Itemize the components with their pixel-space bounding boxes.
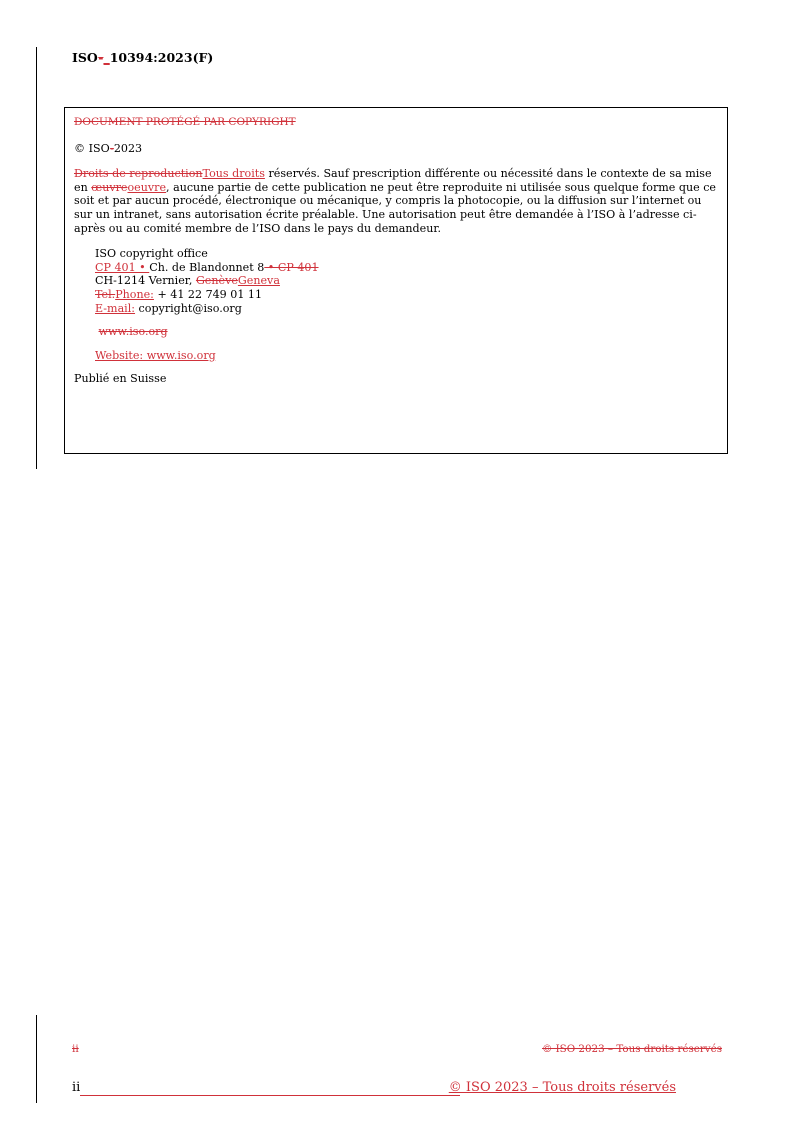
website-inserted-line	[95, 349, 719, 363]
change-bar-top	[36, 47, 37, 469]
address-block	[95, 247, 719, 362]
footer-page-number: ii	[72, 1080, 81, 1095]
website-link-deleted[interactable]: www.iso.org	[98, 325, 168, 339]
office-name: ISO copyright office	[95, 247, 208, 261]
website-link[interactable]: Website: www.iso.org	[95, 348, 216, 362]
street-line: CP 401 • Ch. de Blandonnet 8 • CP 401	[95, 260, 319, 274]
footer-page-number-deleted: ii	[72, 1043, 79, 1055]
document-id	[72, 50, 213, 65]
phone-line: Tel.Phone: + 41 22 749 01 11	[95, 287, 263, 301]
doc-id-inserted-mark: _	[103, 50, 110, 65]
footer-leader-line	[80, 1095, 460, 1096]
copyright-title: DOCUMENT PROTÉGÉ PAR COPYRIGHT	[74, 116, 296, 128]
doc-id-deleted-mark: -	[98, 50, 104, 65]
doc-id-part1: ISO	[72, 50, 99, 65]
footer-copyright: © ISO 2023 – Tous droits réservés	[448, 1080, 676, 1095]
website-deleted-line	[95, 325, 719, 339]
published-in: Publié en Suisse	[74, 372, 167, 386]
rights-paragraph: Droits de reproductionTous droits réservés. Sauf prescription différente ou nécessité dans le contexte de sa mise en œuvreoeuvre, aucune partie de cette publication ne peut être reproduite ni utilisée sous quelque forme que ce soit et par aucun procédé, électronique ou mécanique, y compris la photocopie, ou la diffusion sur l’internet ou sur un intranet, sans autorisation écrite préalable. Une autorisation peut être demandée à l’ISO à l’adresse ci-après ou au comité membre de l’ISO dans le pays du demandeur.	[74, 167, 716, 235]
email-link[interactable]: copyright@iso.org	[135, 301, 242, 315]
change-bar-bottom	[36, 1015, 37, 1103]
footer-copyright-deleted: © ISO 2023 – Tous droits réservés	[542, 1043, 722, 1055]
copyright-line: © ISO-2023	[74, 141, 143, 155]
email-line: E-mail: copyright@iso.org	[95, 301, 242, 315]
copyright-box	[64, 107, 728, 454]
doc-id-part2: 10394:2023(F)	[109, 50, 214, 65]
city-line: CH-1214 Vernier, GenèveGeneva	[95, 274, 280, 288]
